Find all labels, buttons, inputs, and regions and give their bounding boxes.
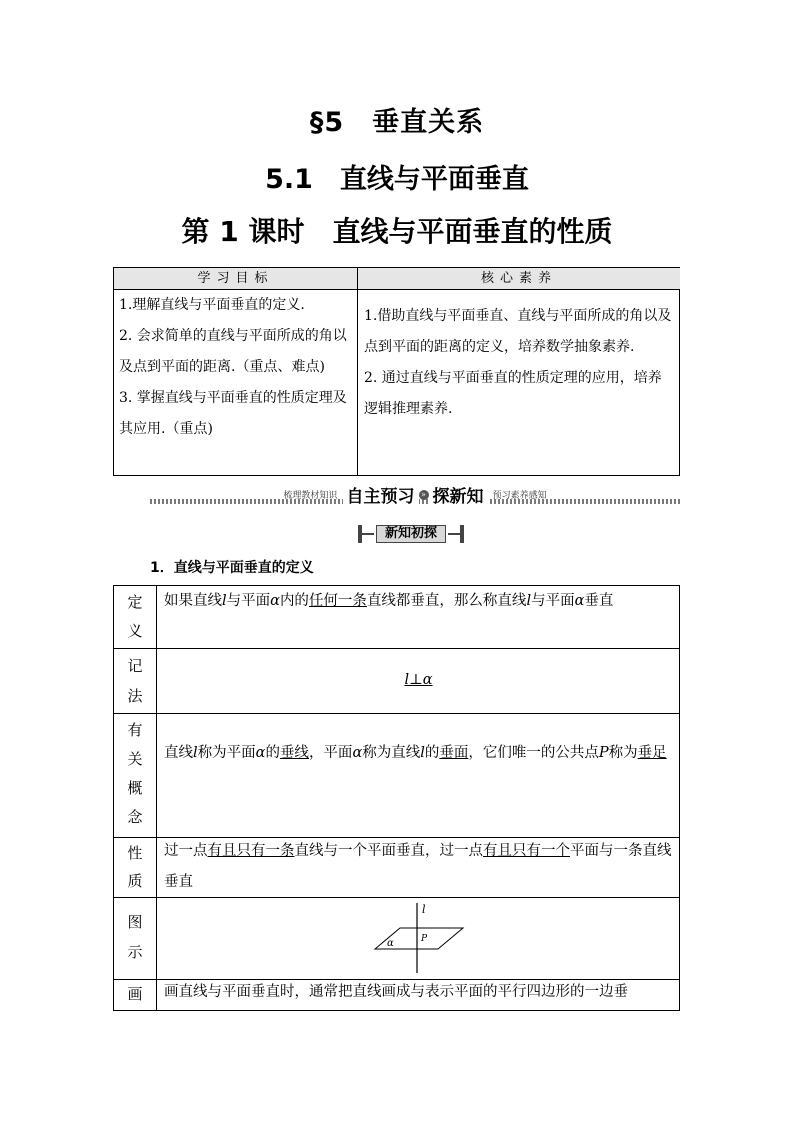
label-dash-left xyxy=(362,533,374,535)
banner-left-caption: 梳理教材知识 xyxy=(283,491,338,501)
row-key: 定 义 xyxy=(114,586,157,648)
row-key: 图 示 xyxy=(114,897,157,979)
objective-item: 2. 会求简单的直线与平面所成的角以及点到平面的距离.（重点、难点) xyxy=(119,328,347,375)
banner-right-caption: 预习素养感知 xyxy=(492,491,547,501)
competency-header: 核心素养 xyxy=(358,268,680,290)
definition-text: 如果直线l与平面α内的任何一条直线都垂直，那么称直线l与平面α垂直 xyxy=(164,593,614,609)
row-key: 画 xyxy=(114,979,157,1010)
competency-item: 2. 通过直线与平面垂直的性质定理的应用，培养逻辑推理素养. xyxy=(364,370,662,417)
chapter-title: §5 垂直关系 xyxy=(309,107,485,138)
objectives-table xyxy=(113,267,680,476)
table-row xyxy=(114,837,679,898)
row-key: 性 质 xyxy=(114,837,157,897)
table-row xyxy=(114,713,679,838)
banner-main-left: 自主预习 xyxy=(343,487,419,507)
row-key: 记 法 xyxy=(114,648,157,713)
section-title: 5.1 直线与平面垂直 xyxy=(265,164,529,195)
concept-text: 直线l称为平面α的垂线，平面α称为直线l的垂面，它们唯一的公共点P称为垂足 xyxy=(164,745,667,761)
objectives-list xyxy=(119,290,353,445)
property-text: 过一点有且只有一条直线与一个平面垂直，过一点有且只有一个平面与一条直线垂直 xyxy=(164,843,672,890)
point-label: P xyxy=(421,934,428,944)
table-row xyxy=(114,586,679,649)
definition-table xyxy=(113,585,680,1011)
objective-item: 3. 掌握直线与平面垂直的性质定理及其应用.（重点) xyxy=(119,390,347,437)
notation-text: l⊥α xyxy=(404,672,433,688)
preview-banner xyxy=(150,482,680,506)
banner-main-right: 探新知 xyxy=(429,487,488,507)
drawing-text: 画直线与平面垂直时，通常把直线画成与表示平面的平行四边形的一边垂 xyxy=(164,984,628,1000)
arrow-icon: » xyxy=(419,490,429,500)
line-label: l xyxy=(422,903,426,916)
new-knowledge-label xyxy=(358,525,464,543)
lesson-title: 第 1 课时 直线与平面垂直的性质 xyxy=(181,215,613,248)
table-row xyxy=(114,897,679,980)
section-heading: 1．直线与平面垂直的定义 xyxy=(150,560,314,576)
table-row xyxy=(114,648,679,714)
label-text: 新知初探 xyxy=(376,525,446,543)
objective-item: 1.理解直线与平面垂直的定义. xyxy=(119,297,305,313)
table-row xyxy=(114,979,679,1010)
competency-item: 1.借助直线与平面垂直、直线与平面所成的角以及点到平面的距离的定义，培养数学抽象素养. xyxy=(364,308,672,355)
row-key: 有 关 概 念 xyxy=(114,713,157,837)
plane-label: α xyxy=(387,938,394,949)
table-divider xyxy=(357,289,358,475)
competency-list xyxy=(364,301,674,425)
label-dash-right xyxy=(448,533,460,535)
perpendicular-figure xyxy=(369,901,469,977)
objectives-header: 学习目标 xyxy=(114,268,358,290)
